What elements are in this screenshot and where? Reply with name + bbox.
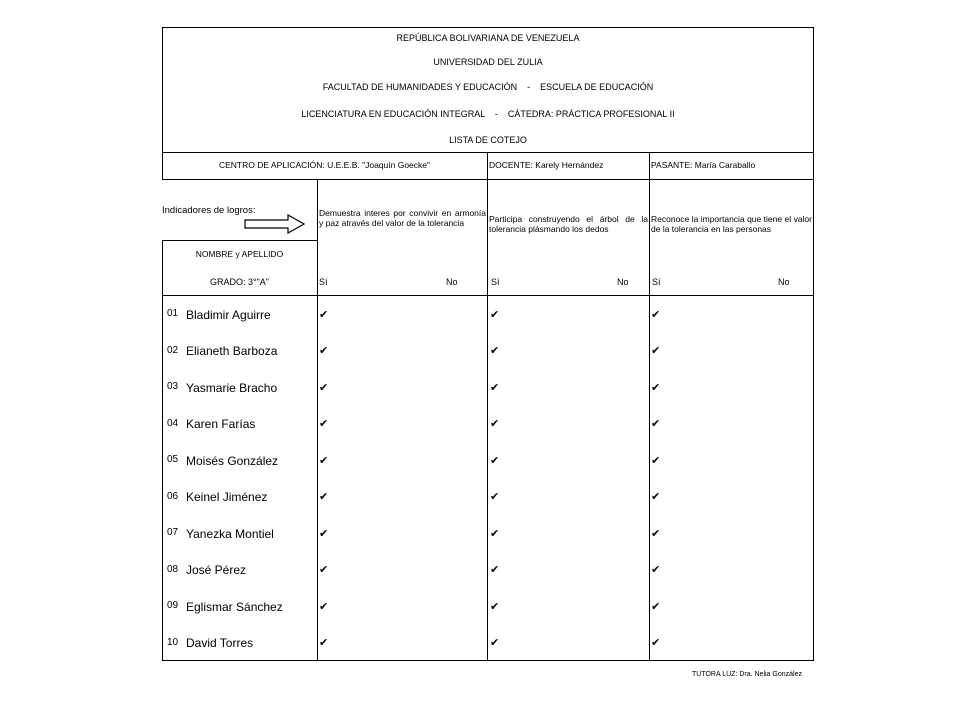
student-number: 10 — [167, 637, 179, 648]
table-border — [487, 152, 488, 180]
student-name: Elianeth Barboza — [186, 344, 278, 358]
student-name: Keinel Jiménez — [186, 490, 268, 504]
table-border — [162, 179, 814, 180]
no-label: No — [446, 277, 458, 287]
yes-label: Sí — [652, 277, 661, 287]
student-number: 09 — [167, 600, 179, 611]
header-faculty: FACULTAD DE HUMANIDADES Y EDUCACIÓN - ESCUELA DE EDUCACIÓN — [322, 82, 654, 92]
application-center: CENTRO DE APLICACIÓN: U.E.E.B. "Joaquín Goecke" — [218, 160, 431, 170]
student-name: Yasmarie Bracho — [186, 381, 278, 395]
indicator-3: Reconoce la importancia que tiene el valor de la tolerancia en las personas — [651, 214, 812, 234]
check-icon: ✔ — [490, 528, 500, 540]
header-degree: LICENCIATURA EN EDUCACIÓN INTEGRAL - CÁTEDRA: PRÁCTICA PROFESIONAL II — [301, 109, 675, 119]
name-column-header: NOMBRE y APELLIDO — [195, 249, 284, 259]
check-icon: ✔ — [490, 637, 500, 649]
check-icon: ✔ — [490, 491, 500, 503]
table-border — [813, 179, 814, 661]
student-number: 05 — [167, 454, 179, 465]
check-icon: ✔ — [651, 637, 661, 649]
student-number: 04 — [167, 418, 179, 429]
check-icon: ✔ — [319, 309, 329, 321]
document-title: LISTA DE COTEJO — [449, 135, 527, 145]
no-label: No — [778, 277, 790, 287]
check-icon: ✔ — [319, 637, 329, 649]
student-number: 01 — [167, 308, 179, 319]
student-number: 06 — [167, 491, 179, 502]
indicator-1: Demuestra interes por convivir en armonía y paz através del valor de la tolerancia — [319, 208, 486, 228]
yes-label: Sí — [319, 277, 328, 287]
table-border — [487, 179, 488, 661]
table-border — [162, 152, 814, 153]
check-icon: ✔ — [651, 418, 661, 430]
check-icon: ✔ — [651, 455, 661, 467]
table-border — [162, 240, 163, 661]
student-name: José Pérez — [186, 563, 247, 577]
table-border — [649, 179, 650, 661]
check-icon: ✔ — [490, 382, 500, 394]
check-icon: ✔ — [319, 345, 329, 357]
table-border — [162, 27, 163, 180]
check-icon: ✔ — [319, 455, 329, 467]
check-icon: ✔ — [490, 564, 500, 576]
student-name: Moisés González — [186, 454, 279, 468]
grade-label: GRADO: 3°"A" — [209, 277, 269, 287]
yes-label: Sí — [491, 277, 500, 287]
teacher-name: DOCENTE: Karely Hernández — [489, 160, 604, 170]
check-icon: ✔ — [651, 564, 661, 576]
check-icon: ✔ — [319, 382, 329, 394]
check-icon: ✔ — [651, 382, 661, 394]
check-icon: ✔ — [319, 601, 329, 613]
check-icon: ✔ — [319, 564, 329, 576]
header-university: UNIVERSIDAD DEL ZULIA — [433, 57, 543, 67]
check-icon: ✔ — [319, 491, 329, 503]
student-name: Karen Farías — [186, 417, 256, 431]
check-icon: ✔ — [490, 455, 500, 467]
check-icon: ✔ — [319, 528, 329, 540]
table-border — [162, 295, 814, 296]
tutor-signature-line: TUTORA LUZ: Dra. Nelia González — [692, 671, 802, 678]
check-icon: ✔ — [490, 345, 500, 357]
indicator-2: Participa construyendo el árbol de la tolerancia plásmando los dedos — [489, 214, 648, 234]
right-arrow-icon — [244, 214, 306, 234]
student-number: 07 — [167, 527, 179, 538]
table-border — [162, 27, 814, 28]
check-icon: ✔ — [651, 309, 661, 321]
check-icon: ✔ — [490, 309, 500, 321]
table-border — [162, 240, 317, 241]
check-icon: ✔ — [651, 491, 661, 503]
no-label: No — [617, 277, 629, 287]
table-border — [162, 660, 814, 661]
check-icon: ✔ — [651, 345, 661, 357]
indicators-label: Indicadores de logros: — [162, 205, 256, 216]
check-icon: ✔ — [490, 601, 500, 613]
student-name: Bladimir Aguirre — [186, 308, 271, 322]
check-icon: ✔ — [319, 418, 329, 430]
student-number: 08 — [167, 564, 179, 575]
header-country: REPÚBLICA BOLIVARIANA DE VENEZUELA — [396, 33, 580, 43]
table-border — [813, 27, 814, 180]
student-name: David Torres — [186, 636, 254, 650]
intern-name: PASANTE: María Caraballo — [651, 160, 756, 170]
table-border — [317, 179, 318, 661]
check-icon: ✔ — [490, 418, 500, 430]
student-number: 03 — [167, 381, 179, 392]
student-number: 02 — [167, 345, 179, 356]
table-border — [649, 152, 650, 180]
check-icon: ✔ — [651, 601, 661, 613]
check-icon: ✔ — [651, 528, 661, 540]
student-name: Yanezka Montiel — [186, 527, 274, 541]
student-name: Eglismar Sánchez — [186, 600, 283, 614]
